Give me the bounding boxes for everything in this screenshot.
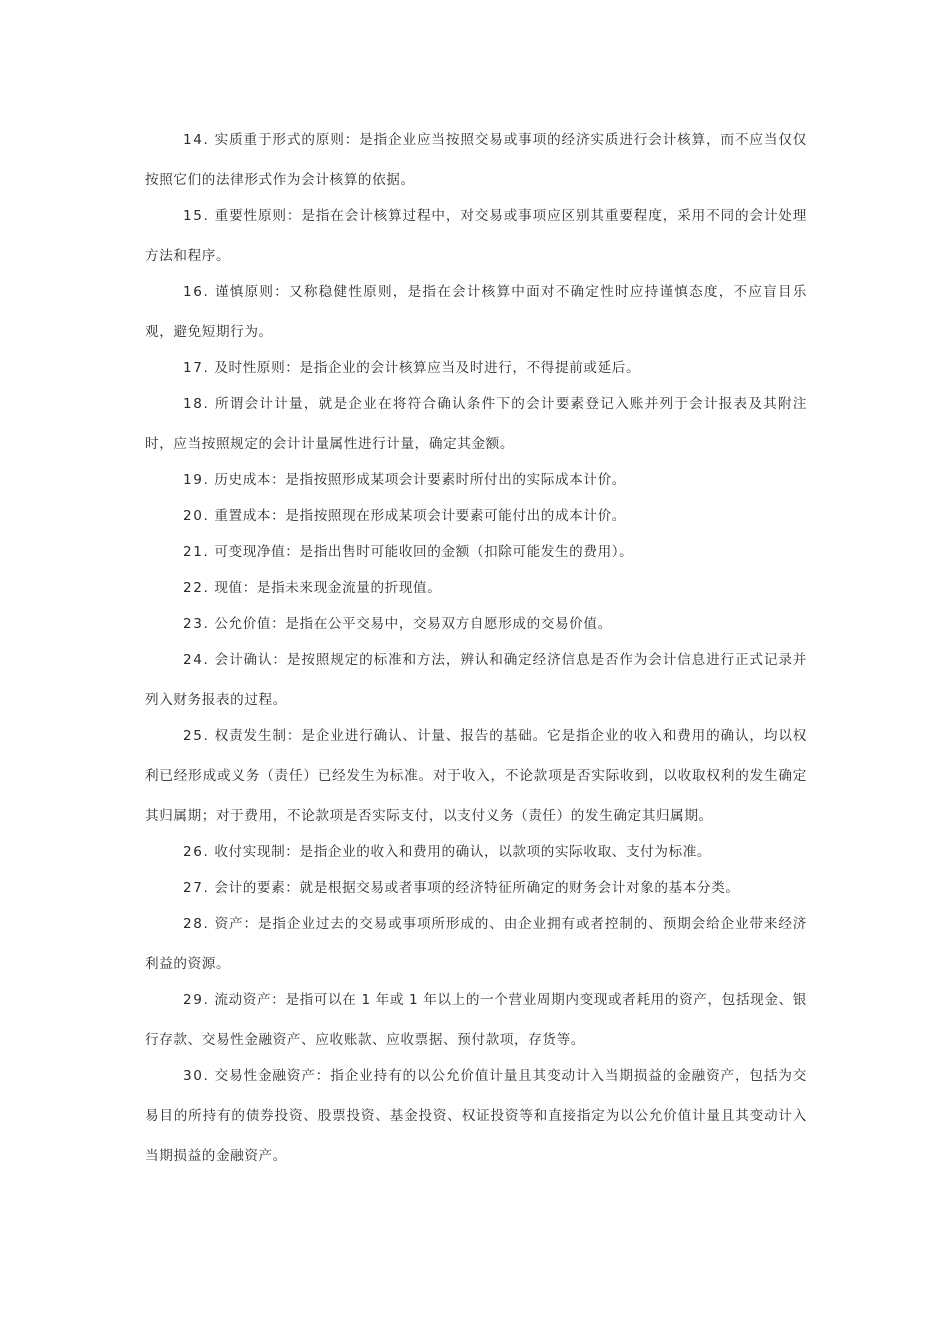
item-number: 21.	[183, 544, 210, 560]
item-text: 交易性金融资产：指企业持有的以公允价值计量且其变动计入当期损益的金融资产，包括为交易目的所持有的债券投资、股票投资、基金投资、权证投资等和直接指定为以公允价值计量且其变动计入当期损益的金融资产。	[145, 1068, 807, 1164]
item-text: 现值：是指未来现金流量的折现值。	[214, 580, 442, 596]
item-number: 23.	[183, 616, 210, 632]
item-number: 24.	[183, 652, 210, 668]
item-text: 会计的要素：就是根据交易或者事项的经济特征所确定的财务会计对象的基本分类。	[214, 880, 740, 896]
paragraph-15	[145, 196, 807, 276]
item-number: 16.	[183, 284, 210, 300]
item-text: 会计确认：是按照规定的标准和方法，辨认和确定经济信息是否作为会计信息进行正式记录并列入财务报表的过程。	[145, 652, 807, 708]
item-number: 25.	[183, 728, 210, 744]
item-text: 重置成本：是指按照现在形成某项会计要素可能付出的成本计价。	[214, 508, 626, 524]
item-number: 27.	[183, 880, 210, 896]
paragraph-18	[145, 384, 807, 464]
item-number: 20.	[183, 508, 210, 524]
item-text: 可变现净值：是指出售时可能收回的金额（扣除可能发生的费用）。	[214, 544, 634, 560]
item-text: 重要性原则：是指在会计核算过程中，对交易或事项应区别其重要程度，采用不同的会计处理方法和程序。	[145, 208, 807, 264]
item-text: 资产：是指企业过去的交易或事项所形成的、由企业拥有或者控制的、预期会给企业带来经济利益的资源。	[145, 916, 807, 972]
paragraph-26	[145, 832, 807, 872]
paragraph-14	[145, 120, 807, 200]
item-text: 实质重于形式的原则：是指企业应当按照交易或事项的经济实质进行会计核算，而不应当仅仅按照它们的法律形式作为会计核算的依据。	[145, 132, 807, 188]
item-text: 收付实现制：是指企业的收入和费用的确认，以款项的实际收取、支付为标准。	[214, 844, 712, 860]
paragraph-17	[145, 348, 807, 388]
item-text: 流动资产：是指可以在 1 年或 1 年以上的一个营业周期内变现或者耗用的资产，包括现金、银行存款、交易性金融资产、应收账款、应收票据、预付款项，存货等。	[145, 992, 807, 1048]
paragraph-22	[145, 568, 807, 608]
item-number: 18.	[183, 396, 210, 412]
item-number: 26.	[183, 844, 210, 860]
paragraph-20	[145, 496, 807, 536]
item-number: 30.	[183, 1068, 210, 1084]
paragraph-19	[145, 460, 807, 500]
item-text: 历史成本：是指按照形成某项会计要素时所付出的实际成本计价。	[214, 472, 626, 488]
item-number: 28.	[183, 916, 210, 932]
item-number: 17.	[183, 360, 210, 376]
paragraph-25	[145, 716, 807, 836]
paragraph-28	[145, 904, 807, 984]
item-text: 权责发生制：是企业进行确认、计量、报告的基础。它是指企业的收入和费用的确认，均以权利已经形成或义务（责任）已经发生为标准。对于收入，不论款项是否实际收到，以收取权利的发生确定其归属期；对于费用，不论款项是否实际支付，以支付义务（责任）的发生确定其归属期。	[145, 728, 807, 824]
item-number: 14.	[183, 132, 210, 148]
paragraph-16	[145, 272, 807, 352]
paragraph-27	[145, 868, 807, 908]
item-number: 15.	[183, 208, 210, 224]
item-number: 19.	[183, 472, 210, 488]
document-page	[145, 120, 807, 1172]
item-text: 所谓会计计量，就是企业在将符合确认条件下的会计要素登记入账并列于会计报表及其附注时，应当按照规定的会计计量属性进行计量，确定其金额。	[145, 396, 807, 452]
item-number: 29.	[183, 992, 210, 1008]
item-number: 22.	[183, 580, 210, 596]
paragraph-29	[145, 980, 807, 1060]
paragraph-23	[145, 604, 807, 644]
item-text: 谨慎原则：又称稳健性原则，是指在会计核算中面对不确定性时应持谨慎态度，不应盲目乐观，避免短期行为。	[145, 284, 807, 340]
item-text: 公允价值：是指在公平交易中，交易双方自愿形成的交易价值。	[214, 616, 612, 632]
item-text: 及时性原则：是指企业的会计核算应当及时进行，不得提前或延后。	[214, 360, 641, 376]
paragraph-30	[145, 1056, 807, 1176]
paragraph-21	[145, 532, 807, 572]
paragraph-24	[145, 640, 807, 720]
